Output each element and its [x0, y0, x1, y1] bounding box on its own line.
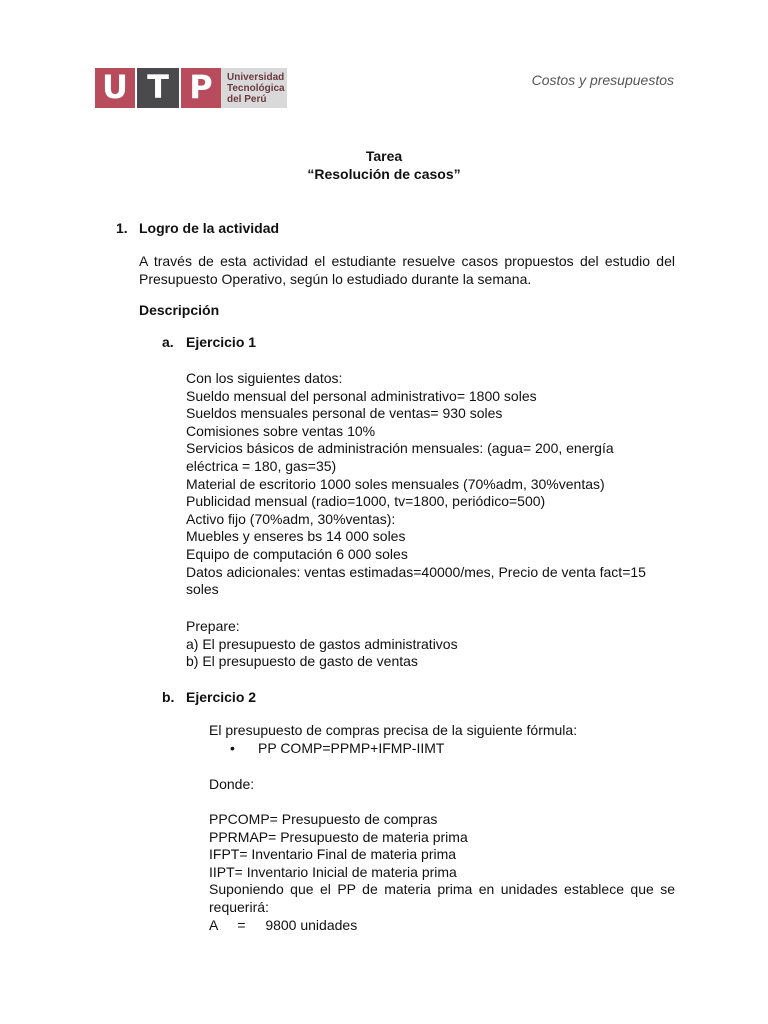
prepare-line: a) El presupuesto de gastos administrativos [186, 635, 458, 652]
formula-bullet [230, 740, 444, 758]
formula-text: PP COMP=PPMP+IFMP-IIMT [258, 740, 445, 756]
ejercicio2-letter: b. [162, 689, 175, 705]
data-line: Sueldos mensuales personal de ventas= 930 soles [186, 405, 503, 422]
prepare-line: Prepare: [186, 618, 240, 634]
prepare-line: b) El presupuesto de gasto de ventas [186, 653, 418, 670]
logo-text: Universidad Tecnológica del Perú [221, 68, 287, 108]
ejercicio1-letter: a. [162, 334, 174, 350]
data-line: Servicios básicos de administración mensuales: (agua= 200, energía [186, 440, 614, 457]
data-line: Datos adicionales: ventas estimadas=40000/mes, Precio de venta fact=15 [186, 563, 646, 580]
ejercicio1-heading: Ejercicio 1 [186, 334, 257, 350]
ejercicio2-heading: Ejercicio 2 [186, 689, 257, 705]
logo-letter-u: U [95, 68, 135, 108]
donde-label: Donde: [209, 776, 255, 792]
data-line: Activo fijo (70%adm, 30%ventas): [186, 510, 396, 527]
ejercicio1-data [186, 370, 646, 599]
definitions [209, 811, 468, 881]
definition-line: PPCOMP= Presupuesto de compras [209, 811, 438, 827]
a-value: 9800 unidades [265, 917, 358, 933]
definition-line: PPRMAP= Presupuesto de materia prima [209, 828, 468, 845]
data-line: soles [186, 581, 219, 598]
utp-logo [95, 68, 287, 108]
a-label: A [209, 917, 218, 933]
section-paragraph: A través de esta actividad el estudiante resuelve casos propuestos del estudio del Presupuesto Operativo, según lo estudiado durante la semana. [139, 253, 675, 287]
data-line: Muebles y enseres bs 14 000 soles [186, 528, 406, 545]
data-line: Comisiones sobre ventas 10% [186, 422, 376, 439]
data-line: Equipo de computación 6 000 soles [186, 545, 408, 562]
data-line: Con los siguientes datos: [186, 370, 343, 386]
data-line: Material de escritorio 1000 soles mensuales (70%adm, 30%ventas) [186, 475, 605, 492]
section-number: 1. [116, 220, 128, 236]
section-heading: Logro de la actividad [139, 220, 280, 236]
logo-letter-t: T [137, 68, 179, 108]
definition-line: IIPT= Inventario Inicial de materia prima [209, 863, 457, 880]
ejercicio2-intro: El presupuesto de compras precisa de la siguiente fórmula: [209, 722, 578, 738]
document-title: Tarea [365, 148, 403, 164]
suponiendo-paragraph: Suponiendo que el PP de materia prima en unidades establece que se requerirá: [209, 881, 675, 915]
data-line: eléctrica = 180, gas=35) [186, 457, 337, 474]
bullet-icon: • [230, 740, 235, 756]
definition-line: IFPT= Inventario Final de materia prima [209, 846, 457, 863]
ejercicio1-prepare [186, 618, 458, 671]
a-equals: = [237, 917, 246, 933]
logo-letter-p: P [181, 68, 221, 108]
document-subtitle: “Resolución de casos” [307, 166, 461, 182]
requirement-a [209, 917, 357, 935]
descripcion-heading: Descripción [139, 302, 220, 318]
course-title: Costos y presupuestos [531, 72, 674, 88]
data-line: Sueldo mensual del personal administrativo= 1800 soles [186, 387, 537, 404]
data-line: Publicidad mensual (radio=1000, tv=1800, periódico=500) [186, 493, 546, 510]
